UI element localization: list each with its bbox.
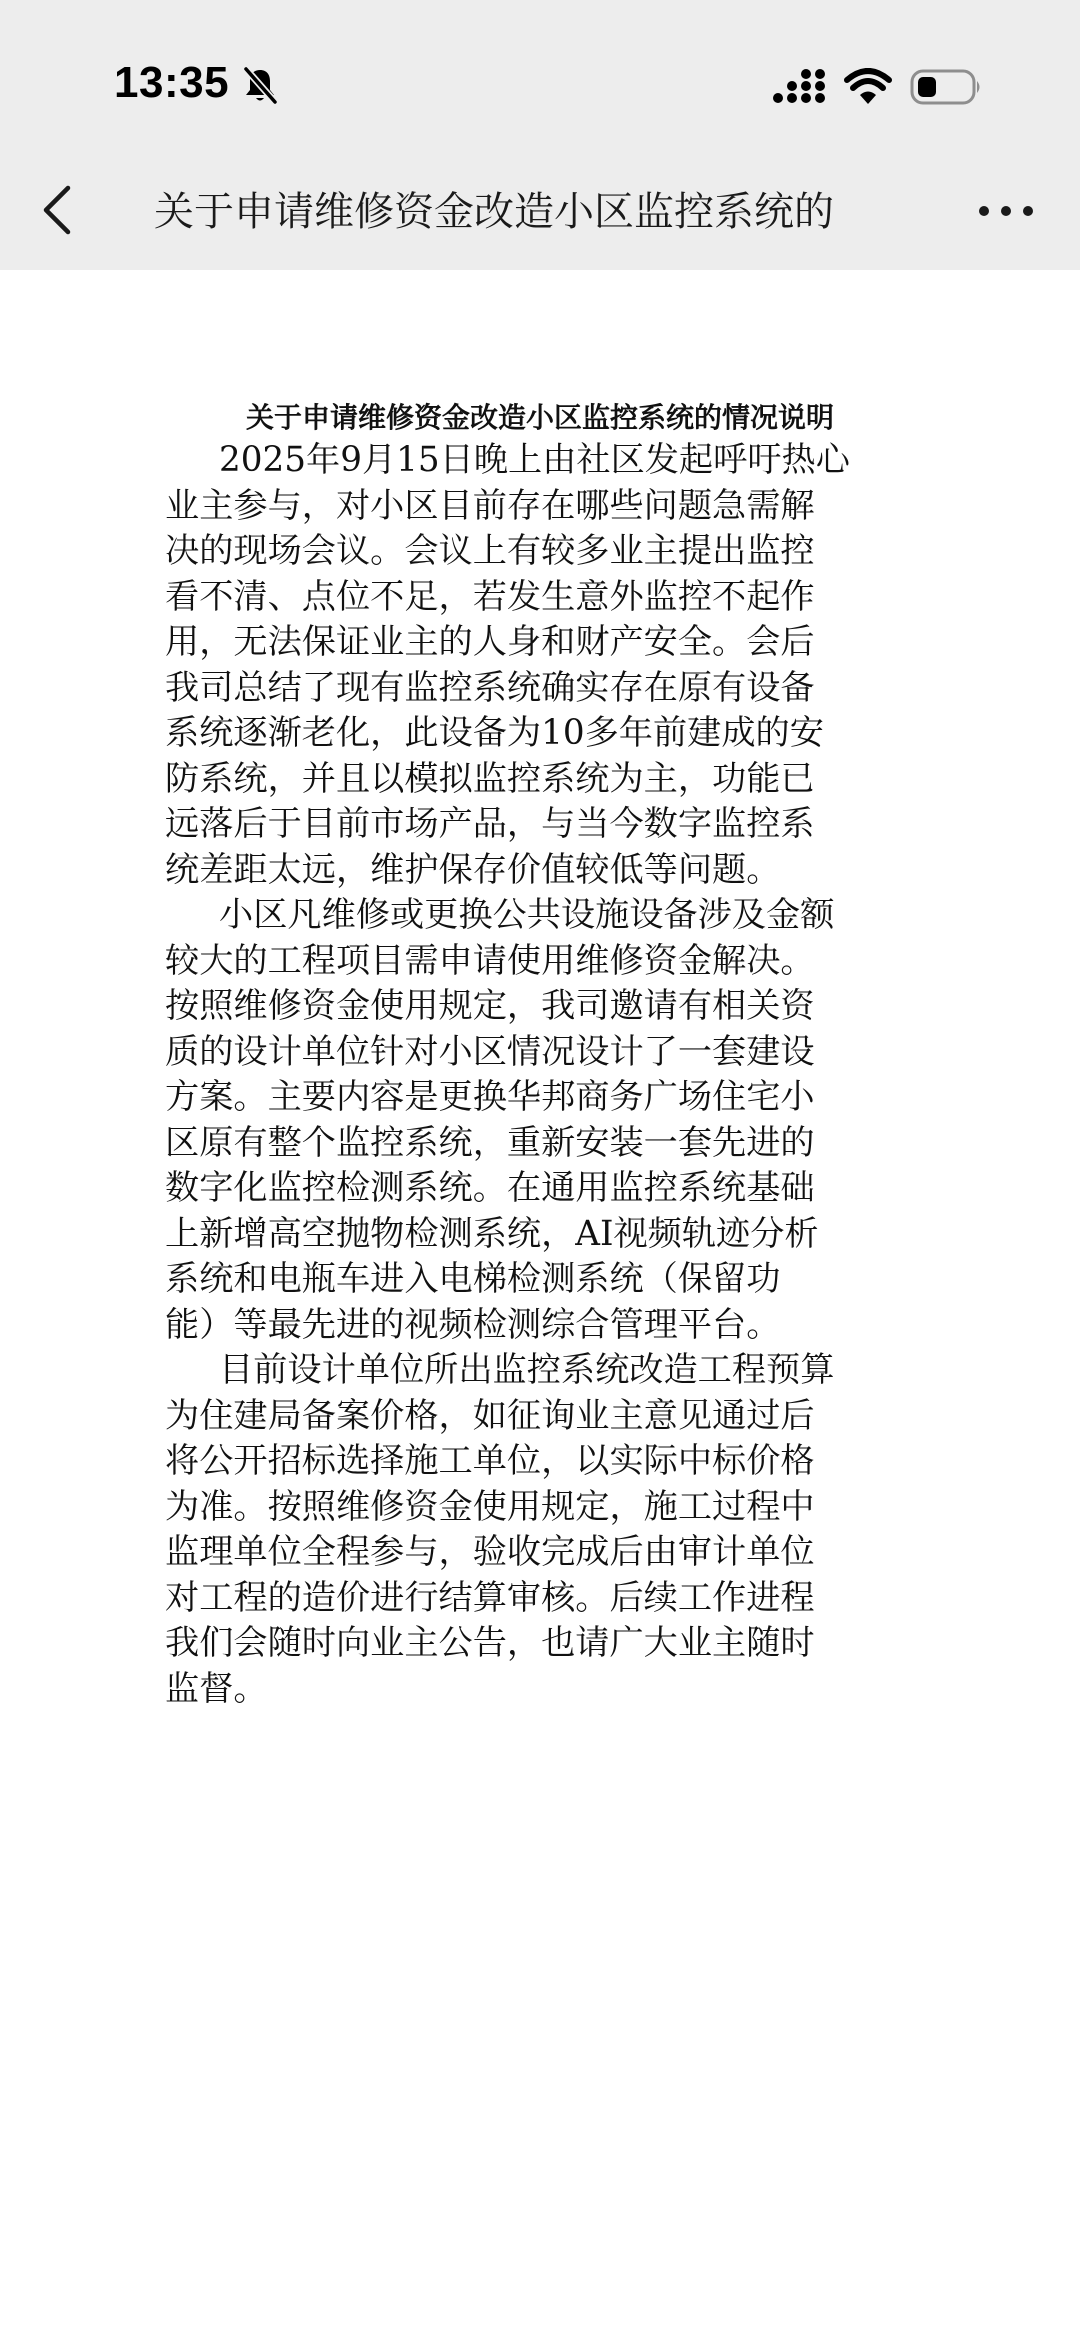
status-time: 13:35 <box>114 58 230 107</box>
paragraph-line: 监理单位全程参与，验收完成后由审计单位 <box>165 1532 815 1572</box>
paragraph-line: 数字化监控检测系统。在通用监控系统基础 <box>165 1168 815 1208</box>
paragraph-line: 系统逐渐老化，此设备为10多年前建成的安 <box>165 713 824 753</box>
more-dots-icon[interactable] <box>976 196 1036 226</box>
paragraph-line: 统差距太远，维护保存价值较低等问题。 <box>165 849 781 890</box>
paragraph-line: 业主参与，对小区目前存在哪些问题急需解 <box>165 485 815 526</box>
chevron-left-icon[interactable] <box>38 180 78 240</box>
paragraph-line: 为住建局备案价格，如征询业主意见通过后 <box>165 1395 815 1436</box>
paragraph-2 <box>165 893 919 1348</box>
paragraph-line: 能）等最先进的视频检测综合管理平台。 <box>165 1304 781 1345</box>
paragraph-line: 防系统，并且以模拟监控系统为主，功能已 <box>165 758 815 799</box>
paragraph-line: 决的现场会议。会议上有较多业主提出监控 <box>165 531 815 571</box>
document-title: 关于申请维修资金改造小区监控系统的情况说明 <box>245 401 834 434</box>
battery-icon <box>910 68 984 106</box>
paragraph-line: 目前设计单位所出监控系统改造工程预算 <box>219 1350 835 1390</box>
paragraph-line: 对工程的造价进行结算审核。后续工作进程 <box>165 1577 815 1618</box>
paragraph-line: 按照维修资金使用规定，我司邀请有相关资 <box>165 986 815 1026</box>
paragraph-line: 将公开招标选择施工单位，以实际中标价格 <box>165 1441 815 1481</box>
paragraph-line: 为准。按照维修资金使用规定，施工过程中 <box>165 1486 815 1527</box>
wifi-icon <box>844 68 892 106</box>
paragraph-line: 小区凡维修或更换公共设施设备涉及金额 <box>219 895 835 935</box>
paragraph-1 <box>165 438 919 893</box>
signal-icon <box>772 68 828 108</box>
paragraph-line: 我司总结了现有监控系统确实存在原有设备 <box>165 667 815 708</box>
paragraph-line: 监督。 <box>165 1668 268 1709</box>
paragraph-line: 方案。主要内容是更换华邦商务广场住宅小 <box>165 1077 815 1117</box>
paragraph-line: 区原有整个监控系统，重新安装一套先进的 <box>165 1122 815 1163</box>
document-body <box>165 438 919 1712</box>
document-viewer <box>0 270 1080 2348</box>
paragraph-line: 看不清、点位不足，若发生意外监控不起作 <box>165 576 815 617</box>
top-chrome <box>0 0 1080 270</box>
paragraph-line: 质的设计单位针对小区情况设计了一套建设 <box>165 1031 815 1072</box>
paragraph-line: 我们会随时向业主公告，也请广大业主随时 <box>165 1623 815 1663</box>
nav-title: 关于申请维修资金改造小区监控系统的 <box>154 189 834 235</box>
paragraph-line: 上新增高空抛物检测系统，AI视频轨迹分析 <box>165 1213 819 1254</box>
paragraph-line: 远落后于目前市场产品，与当今数字监控系 <box>165 804 815 844</box>
paragraph-line: 用，无法保证业主的人身和财产安全。会后 <box>165 622 815 662</box>
bell-slash-icon <box>242 66 278 106</box>
paragraph-line: 系统和电瓶车进入电梯检测系统（保留功 <box>165 1259 781 1299</box>
paragraph-3 <box>165 1348 919 1712</box>
paragraph-line: 较大的工程项目需申请使用维修资金解决。 <box>165 940 815 981</box>
paragraph-line: 2025年9月15日晚上由社区发起呼吁热心 <box>219 440 850 480</box>
